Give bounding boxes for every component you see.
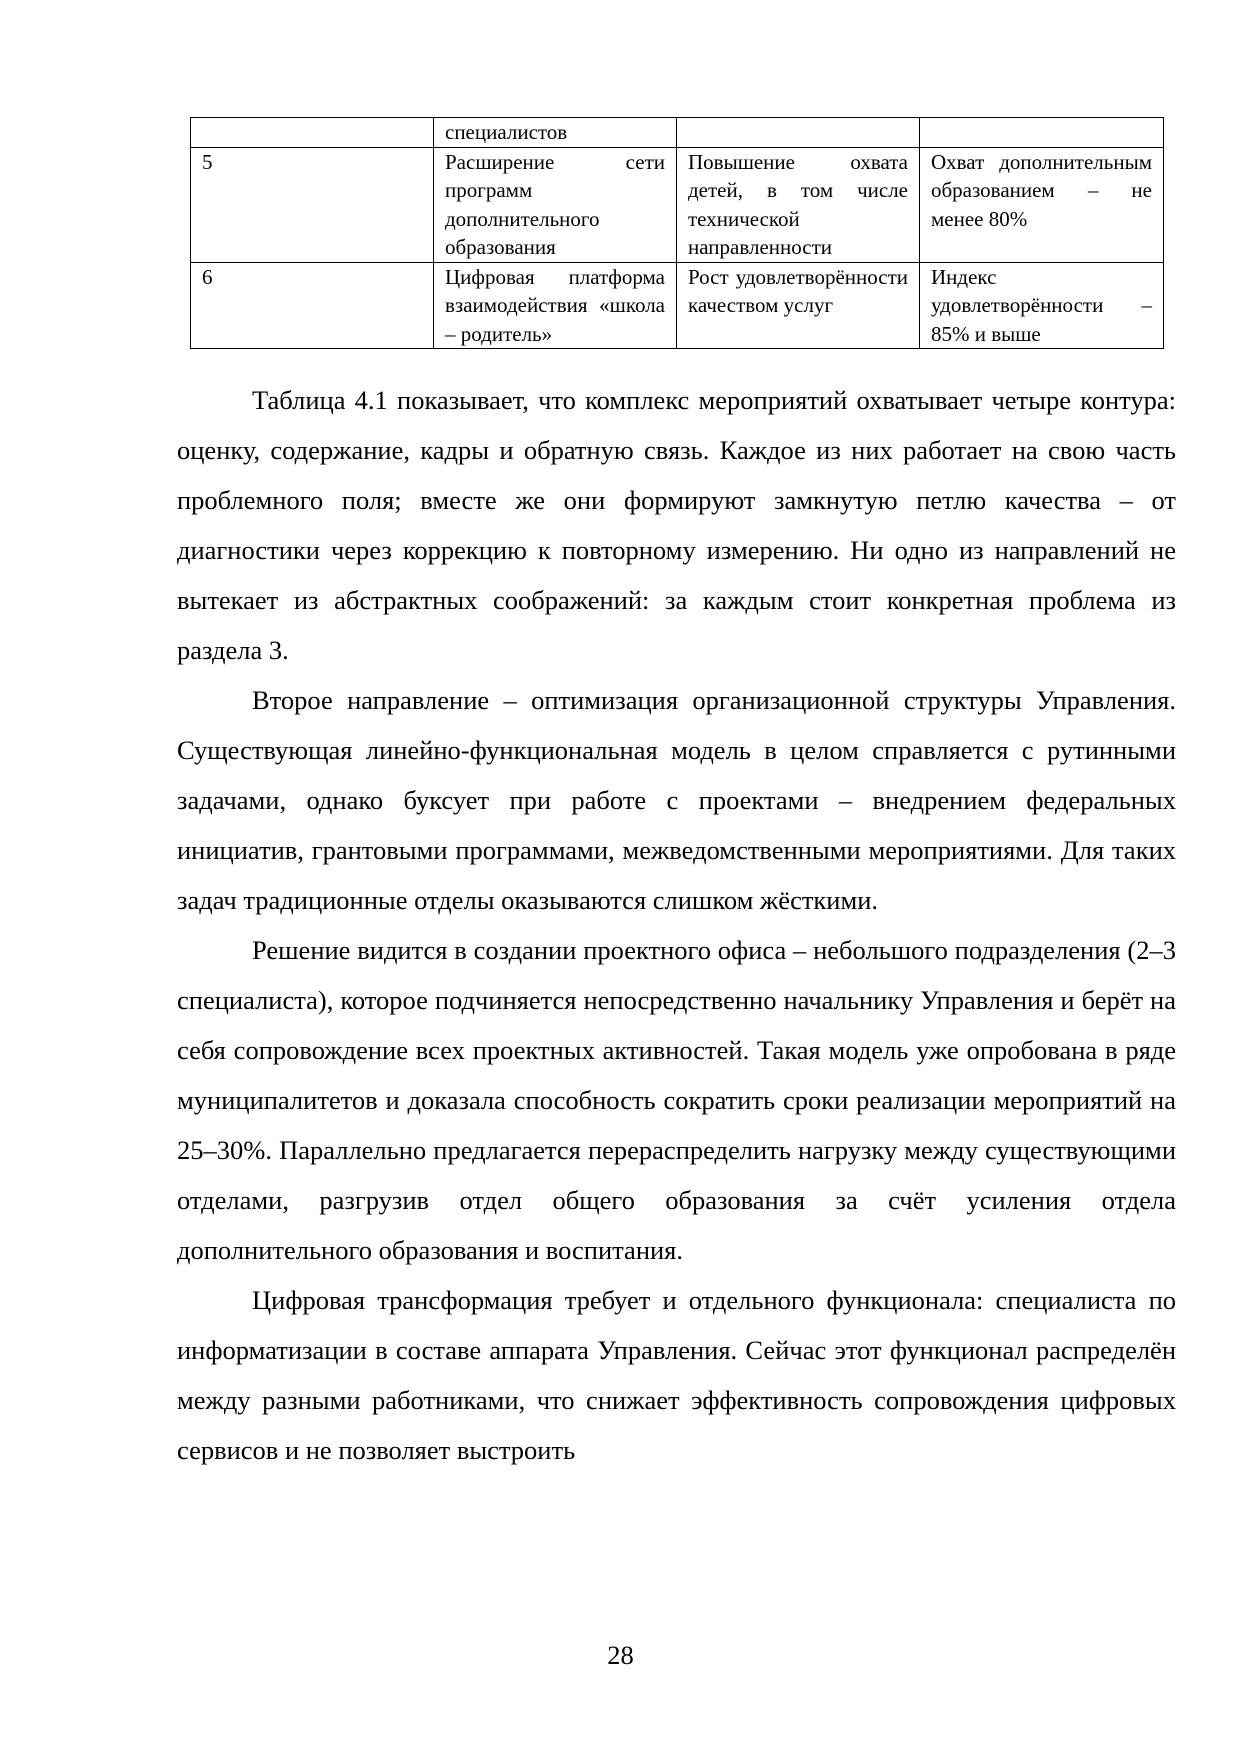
table-cell-indicator: Охват дополнительным образованием – не менее 80% <box>920 147 1164 262</box>
table-cell-indicator: Индекс удовлетворённости – 85% и выше <box>920 262 1164 349</box>
table-cell-effect <box>677 118 920 148</box>
table-row <box>191 118 1164 148</box>
table-cell-num: 5 <box>191 147 434 262</box>
table-cell-num <box>191 118 434 148</box>
paragraph: Второе направление – оптимизация организационной структуры Управления. Существующая линейно-функциональная модель в целом справляется с рутинными задачами, однако буксует при работе с проектами – внедрением федеральных инициатив, грантовыми программами, межведомственными мероприятиями. Для таких задач традиционные отделы оказываются слишком жёсткими. <box>177 685 1176 915</box>
table-cell-measure: Расширение сети программ дополнительного образования <box>434 147 677 262</box>
table-cell-effect: Рост удовлетворённости качеством услуг <box>677 262 920 349</box>
table-cell-num: 6 <box>191 262 434 349</box>
table-row <box>191 262 1164 349</box>
table-cell-measure: Цифровая платформа взаимодействия «школа – родитель» <box>434 262 677 349</box>
measures-table <box>190 117 1164 349</box>
paragraph: Цифровая трансформация требует и отдельного функционала: специалиста по информатизации в составе аппарата Управления. Сейчас этот функционал распределён между разными работниками, что снижает эффективность сопровождения цифровых сервисов и не позволяет выстроить <box>177 1285 1176 1465</box>
table-cell-effect: Повышение охвата детей, в том числе технической направленности <box>677 147 920 262</box>
table-row <box>191 147 1164 262</box>
body-text <box>177 375 1176 1475</box>
page-number: 28 <box>607 1640 634 1670</box>
table-cell-indicator <box>920 118 1164 148</box>
paragraph: Таблица 4.1 показывает, что комплекс мероприятий охватывает четыре контура: оценку, содержание, кадры и обратную связь. Каждое из них работает на свою часть проблемного поля; вместе же они формируют замкнутую петлю качества – от диагностики через коррекцию к повторному измерению. Ни одно из направлений не вытекает из абстрактных соображений: за каждым стоит конкретная проблема из раздела 3. <box>177 385 1176 665</box>
table-cell-measure: специалистов <box>434 118 677 148</box>
paragraph: Решение видится в создании проектного офиса – небольшого подразделения (2–3 специалиста), которое подчиняется непосредственно начальнику Управления и берёт на себя сопровождение всех проектных активностей. Такая модель уже опробована в ряде муниципалитетов и доказала способность сократить сроки реализации мероприятий на 25–30%. Параллельно предлагается перераспределить нагрузку между существующими отделами, разгрузив отдел общего образования за счёт усиления отдела дополнительного образования и воспитания. <box>177 935 1176 1265</box>
